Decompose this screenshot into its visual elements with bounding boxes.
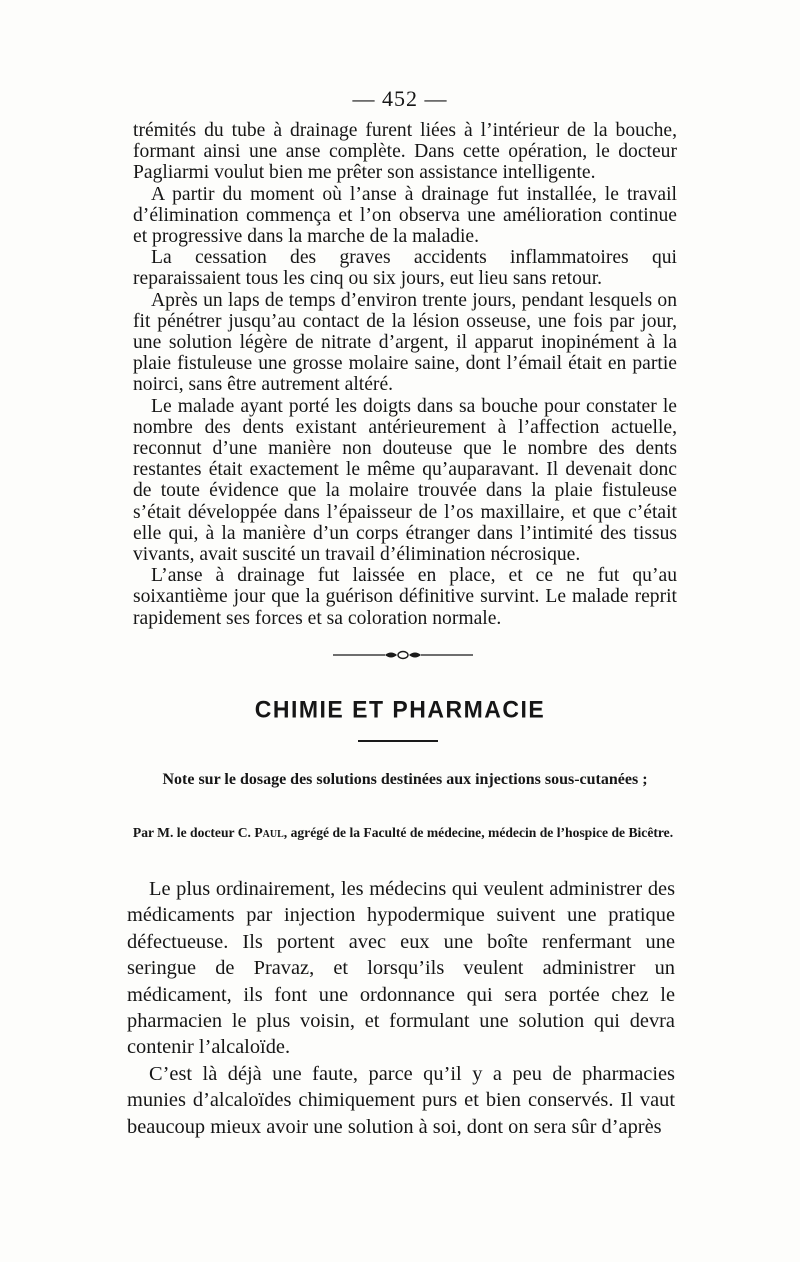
paragraph: Après un laps de temps d’environ trente jours, pendant lesquels on fit pénétrer jusqu’au contact de la lésion osseuse, une fois par jour, une solution légère de nitrate d’argent, il apparut inopinément à la plaie fistuleuse une grosse molaire saine, dont l’émail était en partie noirci, sans être autrement altéré. (133, 289, 677, 396)
title-rule (358, 740, 438, 742)
section-title: CHIMIE ET PHARMACIE (254, 695, 546, 723)
paragraph: C’est là déjà une faute, parce qu’il y a peu de pharmacies munies d’alcaloïdes chimiquement purs et bien conservés. Il vaut beaucoup mieux avoir une solution à soi, dont on sera sûr d’après (127, 1062, 675, 1138)
paragraph: Le plus ordinairement, les médecins qui veulent administrer des médicaments par injection hypodermique suivent une pratique défectueuse. Ils portent avec eux une boîte renfermant une seringue de Pravaz, et lorsqu’ils veulent administrer un médicament, ils font une ordonnance qui sera portée chez le pharmacien le plus voisin, et formulant une solution qui devra contenir l’alcaloïde. (127, 878, 675, 1059)
paragraph: Le malade ayant porté les doigts dans sa bouche pour constater le nombre des dents existant antérieurement à l’affection actuelle, reconnut d’une manière non douteuse que le nombre des dents restantes était exactement le même qu’auparavant. Il devenait donc de toute évidence que la molaire trouvée dans la plaie fistuleuse s’était développée dans l’épaisseur de l’os maxillaire, et que c’était elle qui, à la manière d’un corps étranger dans l’intimité des tissus vivants, avait suscité un travail d’élimination nécrosique. (133, 395, 677, 566)
author-line (128, 822, 678, 843)
paragraph: La cessation des graves accidents inflammatoires qui reparaissaient tous les cinq ou six jours, eut lieu sans retour. (133, 247, 677, 290)
paragraph: trémités du tube à drainage furent liées à l’intérieur de la bouche, formant ainsi une anse complète. Dans cette opération, le docteur Pagliarmi voulut bien me prêter son assistance intelligente. (133, 120, 677, 184)
note-title: Note sur le dosage des solutions destinées aux injections sous-cutanées ; (162, 771, 648, 788)
paragraph: A partir du moment où l’anse à drainage fut installée, le travail d’élimination commença et l’on observa une amélioration continue et progressive dans la marche de la maladie. (133, 183, 677, 248)
paragraph: L’anse à drainage fut laissée en place, et ce ne fut qu’au soixantième jour que la guérison définitive survint. Le malade reprit rapidement ses forces et sa coloration normale. (133, 565, 677, 629)
surgery-case-text (133, 120, 677, 629)
page-number: — 452 — (352, 86, 448, 111)
author-suffix: , agrégé de la Faculté de médecine, médecin de l’hospice de Bicêtre. (283, 825, 674, 840)
pharmacy-note-text (127, 876, 675, 1140)
author-name: Paul (254, 825, 284, 840)
author-prefix: Par M. le docteur C. (132, 825, 251, 840)
ornament-divider (333, 648, 473, 662)
